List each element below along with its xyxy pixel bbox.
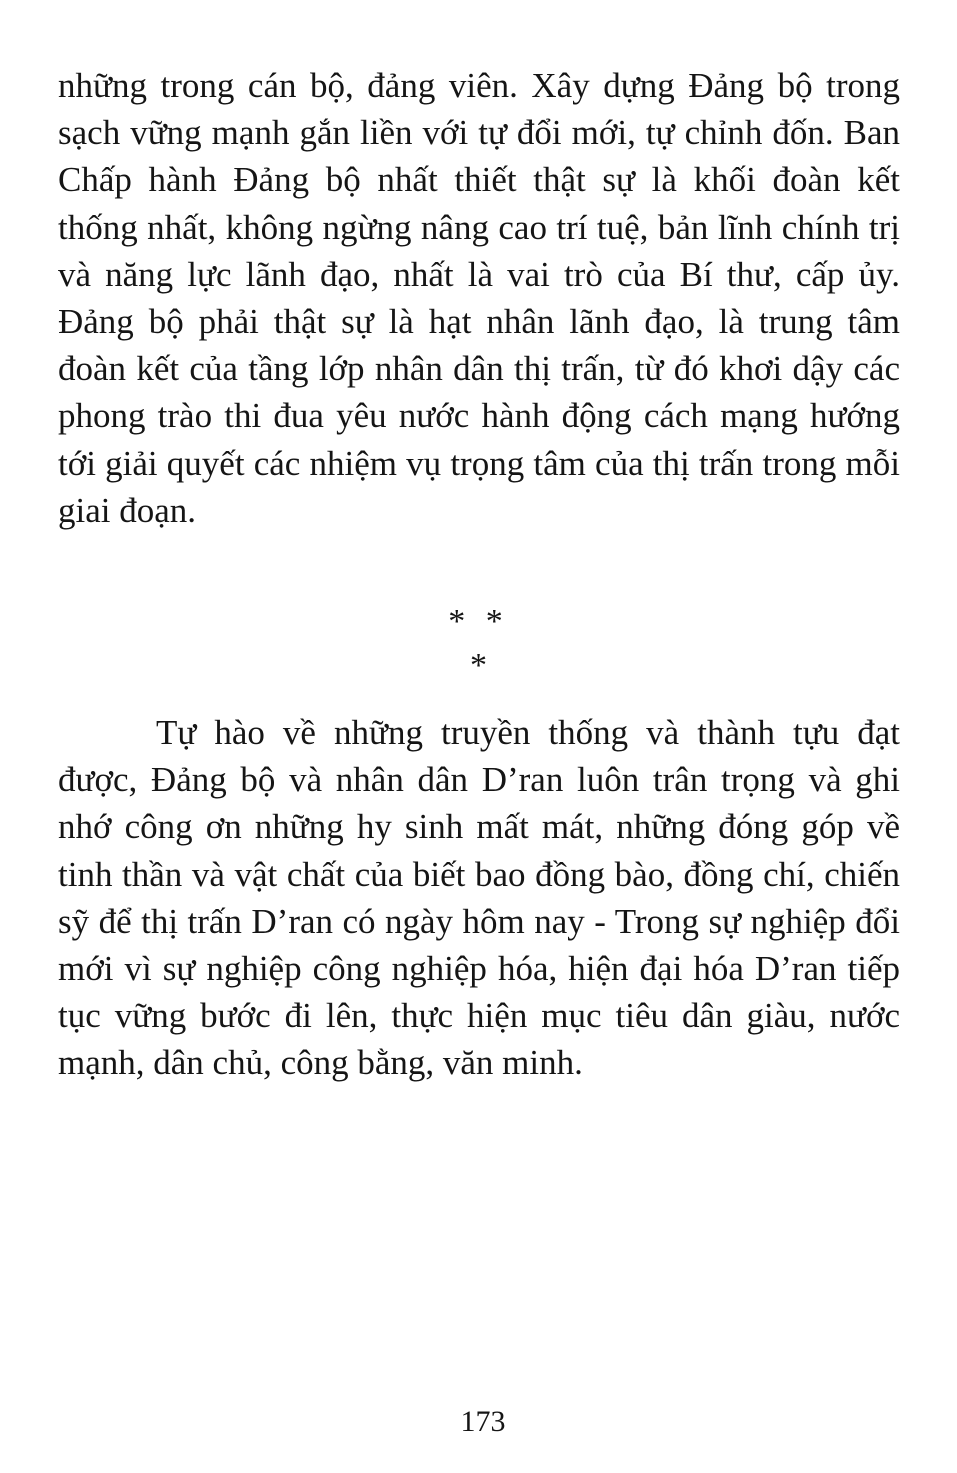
section-separator-bottom: * bbox=[470, 647, 487, 684]
page-number: 173 bbox=[460, 1405, 506, 1438]
body-paragraph-2: Tự hào về những truyền thống và thành tựu đạt được, Đảng bộ và nhân dân D’ran luôn trân trọng và ghi nhớ công ơn những hy sinh mất mát, những đóng góp về tinh thần và vật chất của biết bao đồng bào, đồng chí, chiến sỹ để thị trấn D’ran có ngày hôm nay - Trong sự nghiệp đổi mới vì sự nghiệp công nghiệp hóa, hiện đại hóa D’ran tiếp tục vững bước đi lên, thực hiện mục tiêu dân giàu, nước mạnh, dân chủ, công bằng, văn minh. bbox=[58, 713, 900, 1083]
body-paragraph-1: những trong cán bộ, đảng viên. Xây dựng Đảng bộ trong sạch vững mạnh gắn liền với tự đổi mới, tự chỉnh đốn. Ban Chấp hành Đảng bộ nhất thiết thật sự là khối đoàn kết thống nhất, không ngừng nâng cao trí tuệ, bản lĩnh chính trị và năng lực lãnh đạo, nhất là vai trò của Bí thư, cấp ủy. Đảng bộ phải thật sự là hạt nhân lãnh đạo, là trung tâm đoàn kết của tầng lớp nhân dân thị trấn, từ đó khơi dậy các phong trào thi đua yêu nước hành động cách mạng hướng tới giải quyết các nhiệm vụ trọng tâm của thị trấn trong mỗi giai đoạn. bbox=[58, 66, 900, 530]
section-separator-top: * * bbox=[448, 603, 509, 640]
